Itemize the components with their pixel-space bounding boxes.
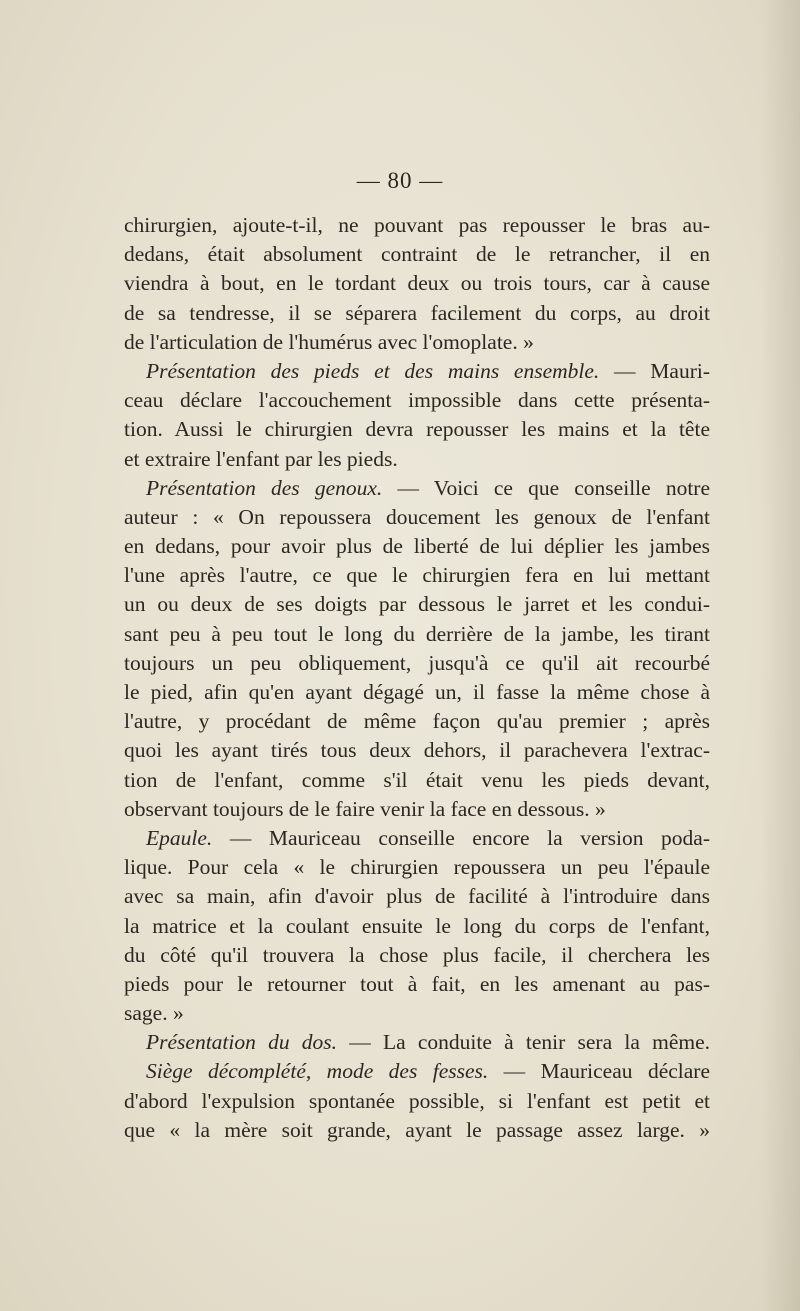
section-heading: Présentation des pieds et des mains ensemble. (146, 358, 600, 383)
text-line (124, 707, 710, 736)
line-text: — Mauri- (599, 358, 711, 383)
text-line (124, 736, 710, 765)
line-text: du côté qu'il trouvera la chose plus facile, il cherchera les (124, 942, 710, 967)
line-text: pieds pour le retourner tout à fait, en les amenant au pas- (124, 971, 710, 996)
line-text: l'une après l'autre, ce que le chirurgien fera en lui mettant (124, 563, 710, 588)
line-text: et extraire l'enfant par les pieds. (124, 446, 398, 471)
line-text: que « la mère soit grande, ayant le passage assez large. » (124, 1117, 710, 1142)
body-text (124, 211, 710, 1145)
text-line (124, 999, 710, 1028)
line-text: ceau déclare l'accouchement impossible dans cette présenta- (124, 388, 710, 413)
line-text: avec sa main, afin d'avoir plus de facilité à l'introduire dans (124, 884, 710, 909)
text-line (124, 269, 710, 298)
line-text: de l'articulation de l'humérus avec l'omoplate. » (124, 329, 534, 354)
line-text: quoi les ayant tirés tous deux dehors, il parachevera l'extrac- (124, 738, 710, 763)
page-number: — 80 — (356, 168, 444, 193)
line-text: tion. Aussi le chirurgien devra repousser les mains et la tête (124, 417, 710, 442)
line-text: d'abord l'expulsion spontanée possible, si l'enfant est petit et (124, 1088, 710, 1113)
text-line (124, 941, 710, 970)
text-line (124, 561, 710, 590)
section-heading: Epaule. (146, 825, 213, 850)
text-line (124, 590, 710, 619)
text-line (124, 386, 710, 415)
text-line (124, 912, 710, 941)
line-text: le pied, afin qu'en ayant dégagé un, il fasse la même chose à (124, 680, 710, 704)
text-line (124, 1028, 710, 1057)
text-line (124, 824, 710, 853)
text-line (124, 503, 710, 532)
line-text: de sa tendresse, il se séparera facilement du corps, au droit (124, 300, 710, 325)
line-text: chirurgien, ajoute-t-il, ne pouvant pas repousser le bras au- (124, 213, 710, 237)
text-line (124, 1116, 710, 1145)
text-line (124, 678, 710, 707)
line-text: sant peu à peu tout le long du derrière de la jambe, les tirant (124, 621, 710, 646)
line-text: observant toujours de le faire venir la face en dessous. » (124, 796, 606, 821)
line-text: la matrice et la coulant ensuite le long du corps de l'enfant, (124, 913, 710, 938)
text-line (124, 328, 710, 357)
text-line (124, 766, 710, 795)
line-text: — La conduite à tenir sera la même. (337, 1030, 710, 1055)
line-text: l'autre, y procédant de même façon qu'au premier ; après (124, 709, 710, 734)
text-line (124, 299, 710, 328)
section-heading: Présentation des genoux. (146, 475, 383, 500)
text-line (124, 445, 710, 474)
text-line (124, 1087, 710, 1116)
line-text: — Mauriceau déclare (488, 1059, 710, 1084)
line-text: sage. » (124, 1001, 184, 1026)
line-text: — Voici ce que conseille notre (382, 475, 711, 500)
text-line (124, 532, 710, 561)
text-line (124, 649, 710, 678)
text-line (124, 415, 710, 444)
text-line (124, 620, 710, 649)
line-text: auteur : « On repoussera doucement les genoux de l'enfant (124, 504, 710, 529)
text-line (124, 853, 710, 882)
section-heading: Présentation du dos. (146, 1030, 338, 1055)
text-line (124, 240, 710, 269)
text-line (124, 882, 710, 911)
text-line (124, 357, 710, 386)
line-text: en dedans, pour avoir plus de liberté de lui déplier les jambes (124, 534, 710, 559)
text-line (124, 795, 710, 824)
line-text: dedans, était absolument contraint de le retrancher, il en (124, 242, 710, 267)
line-text: un ou deux de ses doigts par dessous le jarret et les condui- (124, 592, 710, 617)
text-line (124, 474, 710, 503)
line-text: viendra à bout, en le tordant deux ou trois tours, car à cause (124, 271, 710, 296)
line-text: tion de l'enfant, comme s'il était venu les pieds devant, (124, 767, 710, 792)
text-line (124, 970, 710, 999)
line-text: toujours un peu obliquement, jusqu'à ce qu'il ait recourbé (124, 650, 710, 675)
page-edge-shadow (760, 0, 800, 1311)
text-line (124, 1057, 710, 1086)
section-heading: Siège décomplété, mode des fesses. (146, 1059, 489, 1084)
line-text: — Mauriceau conseille encore la version poda- (212, 825, 710, 850)
text-line (124, 211, 710, 240)
line-text: lique. Pour cela « le chirurgien repoussera un peu l'épaule (124, 855, 710, 880)
